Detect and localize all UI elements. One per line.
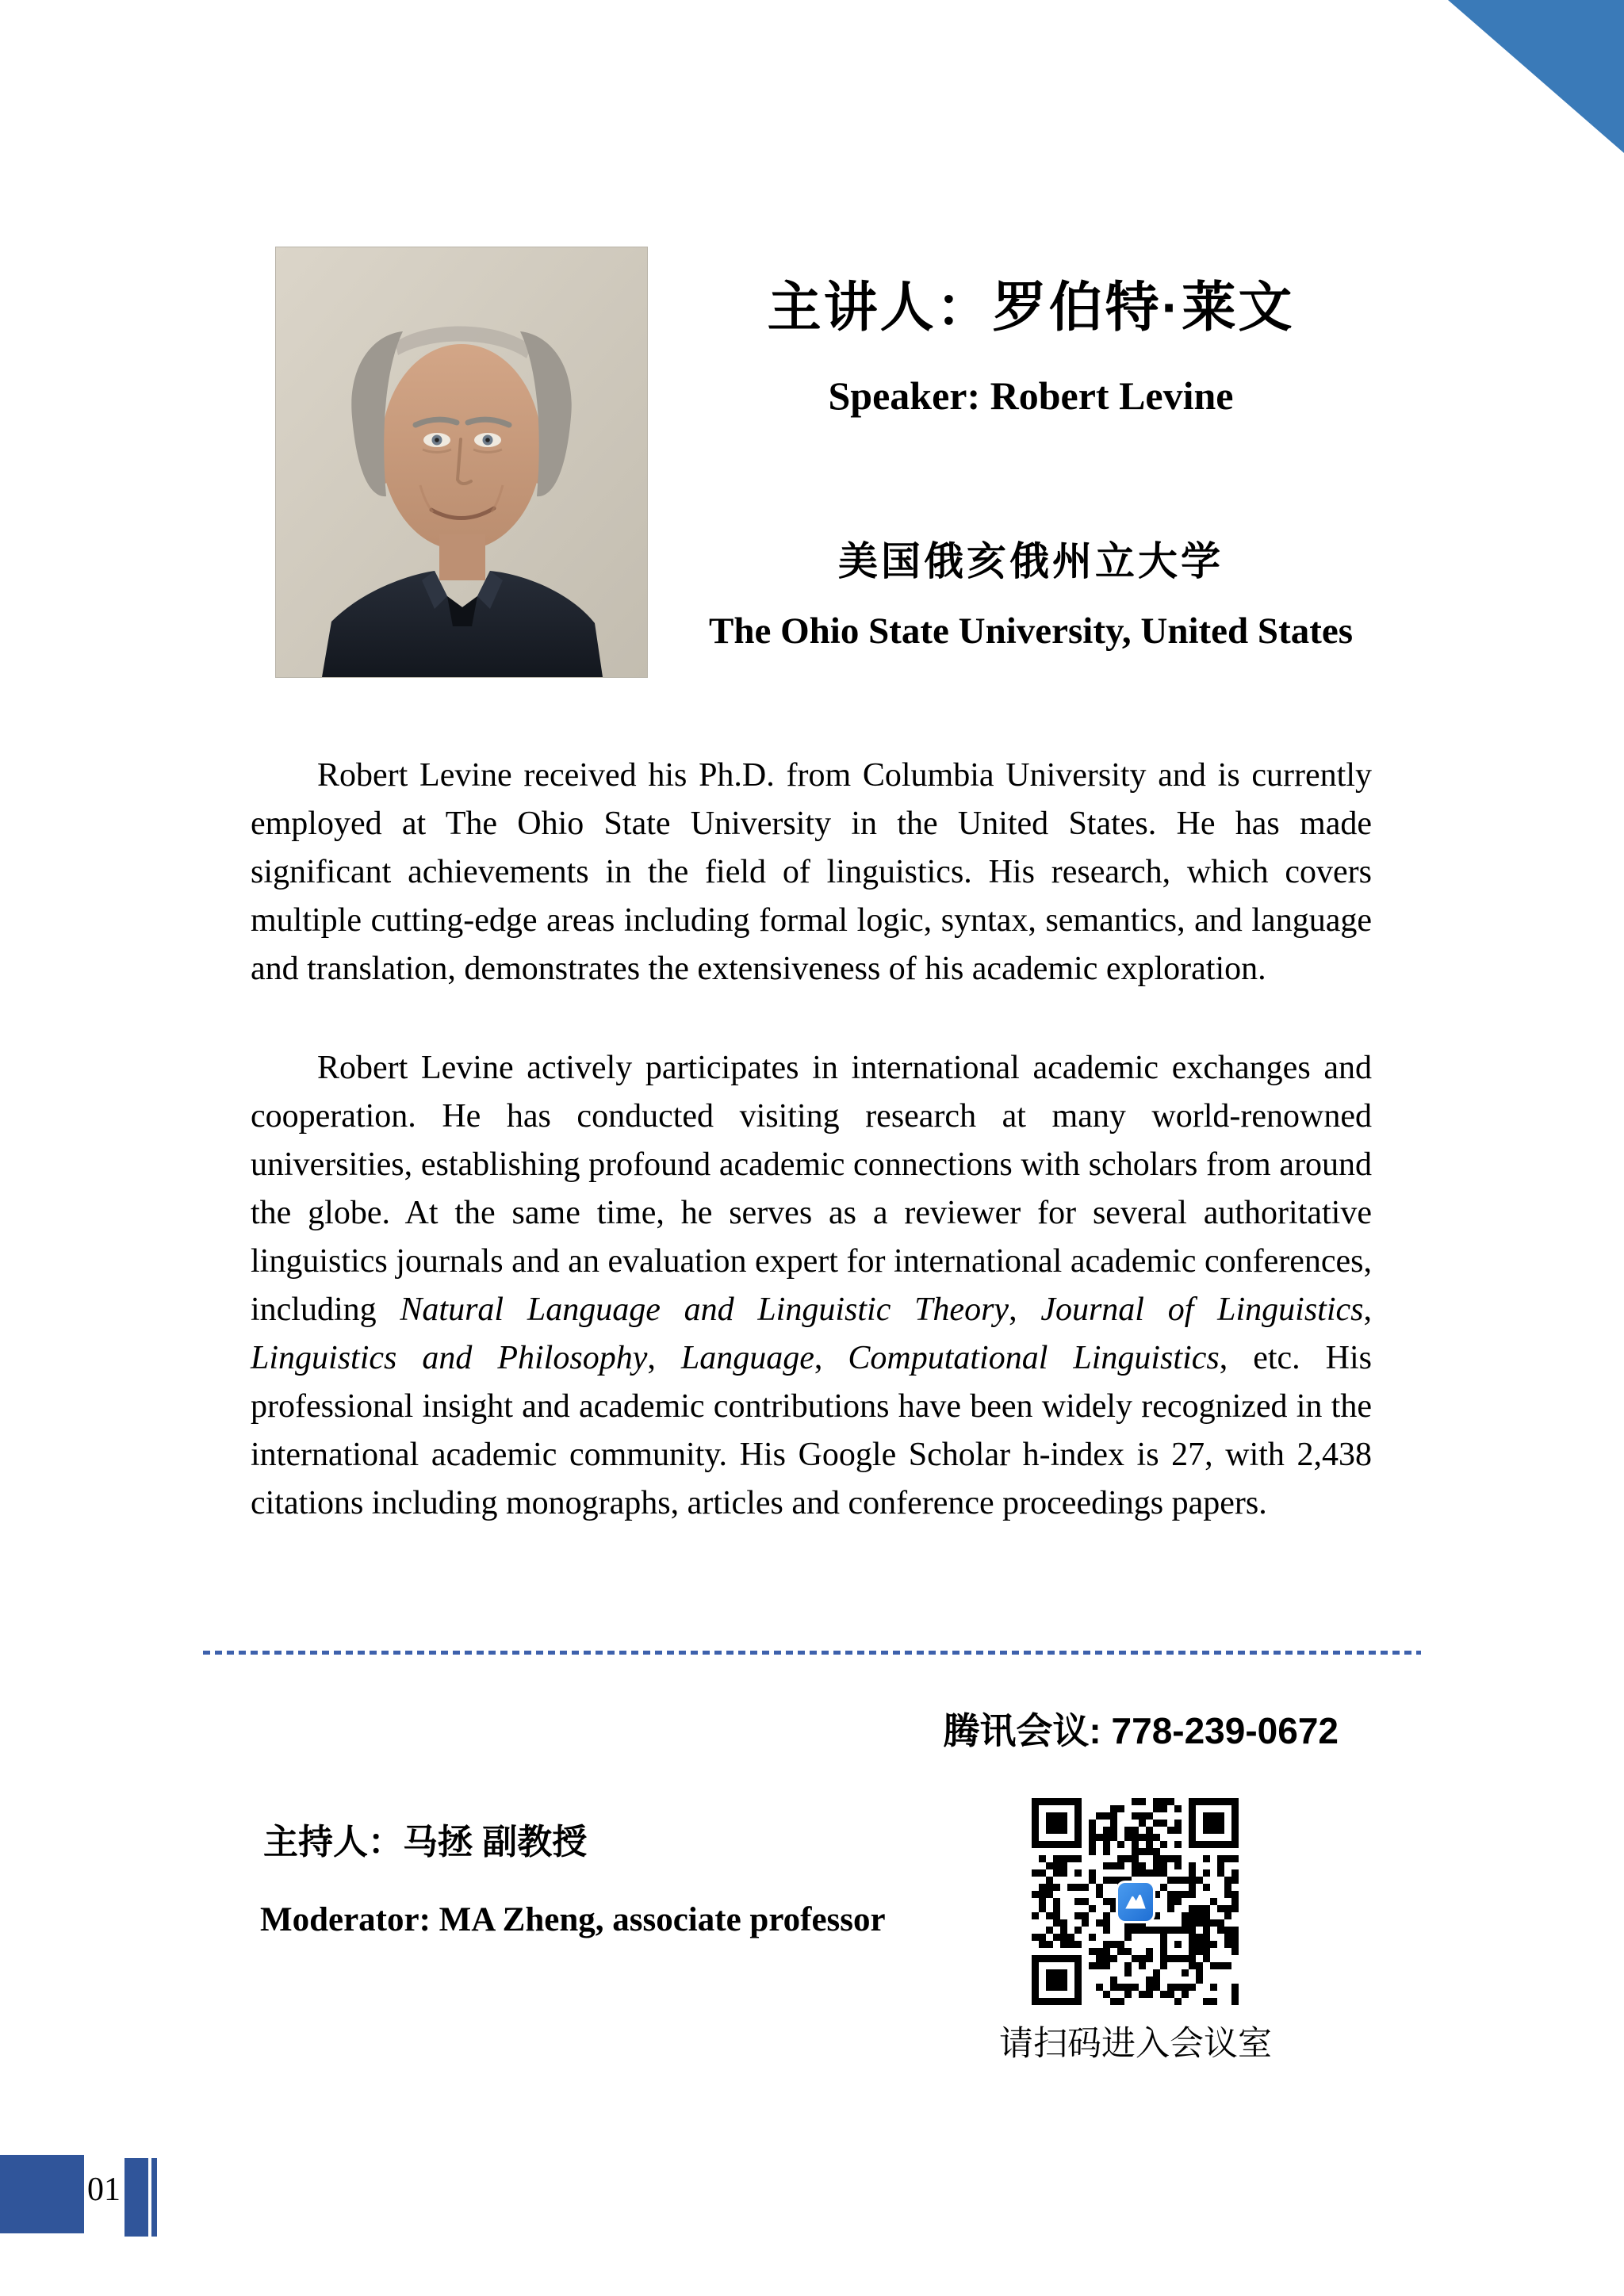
page-number: 01 bbox=[87, 2172, 121, 2208]
university-chinese: 美国俄亥俄州立大学 bbox=[838, 539, 1224, 584]
biography-section bbox=[251, 752, 1372, 1578]
moderator-line-chinese: 主持人：马拯 副教授 bbox=[263, 1823, 588, 1862]
meeting-id-number: 778-239-0672 bbox=[1111, 1710, 1339, 1751]
corner-triangle-decoration bbox=[1448, 0, 1624, 153]
speaker-name-english: Speaker: Robert Levine bbox=[828, 373, 1234, 418]
triangle-shape bbox=[1448, 0, 1624, 153]
meeting-separator: : bbox=[1089, 1710, 1112, 1751]
mountain-glyph bbox=[1122, 1888, 1149, 1915]
speaker-photo bbox=[276, 247, 647, 677]
footer-thin-bar-decoration bbox=[151, 2158, 157, 2237]
bio-paragraph-2: Robert Levine actively participates in international academic exchanges and cooperation. He has conducted visiting research at many world-renowned universities, establishing profound academic connections with scholars from around the globe. At the same time, he serves as a reviewer for several authoritative linguistics journals and an evaluation expert for international academic conferences, including Natural Language and Linguistic Theory, Journal of Linguistics, Linguistics and Philosophy, Language, Computational Linguistics, etc. His professional insight and academic contributions have been widely recognized in the international academic community. His Google Scholar h-index is 27, with 2,438 citations including monographs, articles and conference proceedings papers. bbox=[251, 1050, 1373, 1521]
tencent-meeting-logo-icon bbox=[1116, 1881, 1155, 1923]
meeting-id-line bbox=[943, 1708, 1339, 1754]
portrait-illustration bbox=[276, 247, 647, 677]
footer-block-decoration bbox=[0, 2155, 84, 2233]
qr-caption: 请扫码进入会议室 bbox=[999, 2026, 1272, 2063]
meeting-qr-code bbox=[1030, 1797, 1241, 2007]
university-english: The Ohio State University, United States bbox=[708, 610, 1354, 652]
page-title-chinese: 主讲人：罗伯特·莱文 bbox=[767, 277, 1295, 338]
footer-bar-decoration bbox=[124, 2158, 148, 2237]
moderator-line-english: Moderator: MA Zheng, associate professor bbox=[260, 1901, 886, 1938]
meeting-platform-label: 腾讯会议 bbox=[943, 1710, 1090, 1751]
dashed-divider bbox=[203, 1651, 1421, 1655]
bio-paragraph-1: Robert Levine received his Ph.D. from Columbia University and is currently employed at The Ohio State University in the United States. He has made significant achievements in the field of linguistics. His research, which covers multiple cutting-edge areas including formal logic, syntax, semantics, and language and translation, demonstrates the extensiveness of his academic exploration. bbox=[251, 757, 1372, 987]
